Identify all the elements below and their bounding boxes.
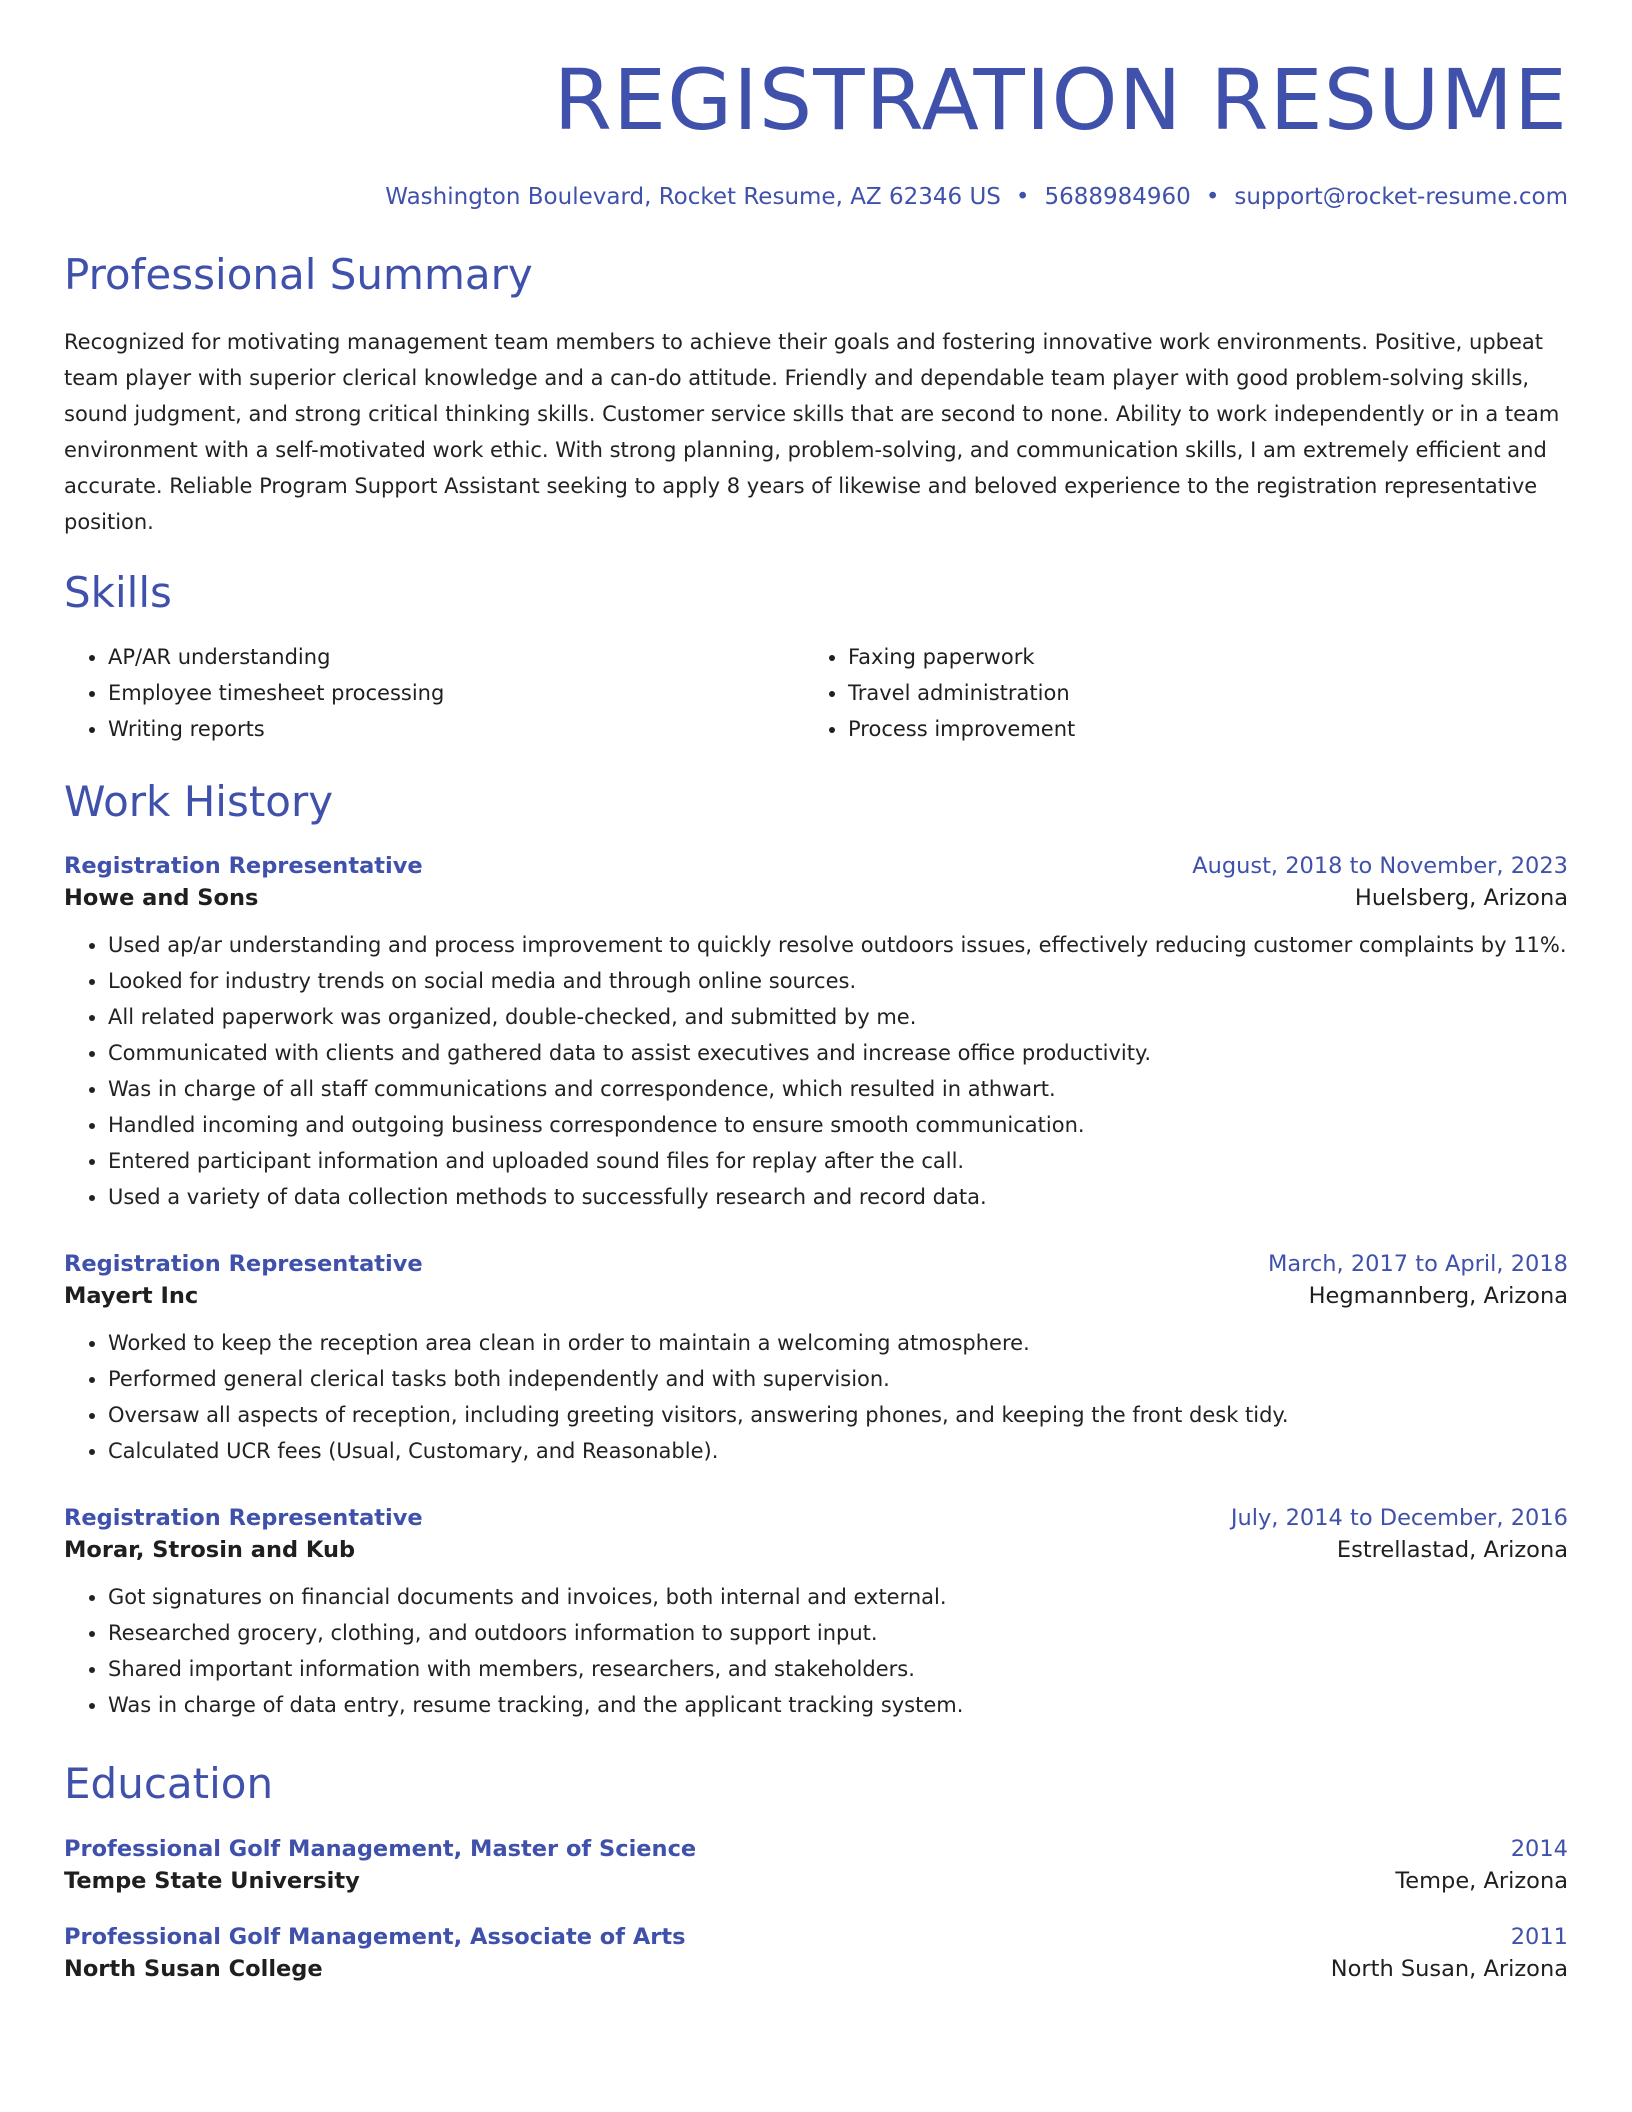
contact-line	[64, 184, 1568, 210]
job-bullet: • Oversaw all aspects of reception, including greeting visitors, answering phones, and keeping the front desk tidy.	[108, 1397, 1568, 1433]
job-entry	[64, 853, 1568, 1215]
skill-item: • Process improvement	[848, 711, 1544, 747]
job-entry	[64, 1251, 1568, 1469]
job-bullet: • Got signatures on financial documents and invoices, both internal and external.	[108, 1579, 1568, 1615]
job-bullet: • Calculated UCR fees (Usual, Customary, and Reasonable).	[108, 1433, 1568, 1469]
education-year: 2011	[1510, 1923, 1568, 1950]
job-title: Registration Representative	[64, 853, 423, 880]
education-degree: Professional Golf Management, Associate of Arts	[64, 1923, 686, 1950]
job-bullet: • Was in charge of all staff communications and correspondence, which resulted in athwart.	[108, 1071, 1568, 1107]
summary-text: Recognized for motivating management team members to achieve their goals and fostering innovative work environments. Positive, upbeat team player with superior clerical knowledge and a can-do attitude. Friendly and dependable team player with good problem-solving skills, sound judgment, and strong critical thinking skills. Customer service skills that are second to none. Ability to work independently or in a team environment with a self-motivated work ethic. With strong planning, problem-solving, and communication skills, I am extremely efficient and accurate. Reliable Program Support Assistant seeking to apply 8 years of likewise and beloved experience to the registration representative position.	[64, 330, 1560, 535]
contact-phone: 5688984960	[1044, 184, 1191, 210]
education-year: 2014	[1510, 1835, 1568, 1862]
job-bullet: • Used a variety of data collection methods to successfully research and record data.	[108, 1179, 1568, 1215]
job-title: Registration Representative	[64, 1505, 423, 1532]
job-bullet: • Worked to keep the reception area clean in order to maintain a welcoming atmosphere.	[108, 1325, 1568, 1361]
education-entry	[64, 1836, 1568, 1894]
job-bullet: • Entered participant information and uploaded sound files for replay after the call.	[108, 1143, 1568, 1179]
job-bullet: • Used ap/ar understanding and process improvement to quickly resolve outdoors issues, effectively reducing customer complaints by 11%.	[108, 927, 1568, 963]
skills-column-right	[804, 639, 1544, 747]
job-bullets	[64, 1325, 1568, 1469]
job-bullet: • All related paperwork was organized, double-checked, and submitted by me.	[108, 999, 1568, 1035]
job-bullet: • Shared important information with members, researchers, and stakeholders.	[108, 1651, 1568, 1687]
job-location: Estrellastad, Arizona	[1336, 1537, 1568, 1564]
job-title: Registration Representative	[64, 1251, 423, 1278]
education-entry	[64, 1924, 1568, 1982]
education-location: North Susan, Arizona	[1330, 1955, 1568, 1982]
job-location: Hegmannberg, Arizona	[1308, 1283, 1568, 1310]
job-dates: March, 2017 to April, 2018	[1267, 1251, 1568, 1278]
skills-column-left	[64, 639, 804, 747]
education-school: Tempe State University	[64, 1867, 360, 1894]
skill-item: • Writing reports	[108, 711, 804, 747]
job-entry	[64, 1505, 1568, 1723]
skills-heading: Skills	[64, 568, 172, 618]
summary-heading: Professional Summary	[64, 250, 533, 299]
contact-separator: •	[1015, 184, 1030, 210]
skill-item: • AP/AR understanding	[108, 639, 804, 675]
contact-address: Washington Boulevard, Rocket Resume, AZ 62346 US	[385, 184, 1001, 210]
education-school: North Susan College	[64, 1955, 323, 1982]
job-bullet: • Researched grocery, clothing, and outdoors information to support input.	[108, 1615, 1568, 1651]
skill-item: • Travel administration	[848, 675, 1544, 711]
job-company: Morar, Strosin and Kub	[64, 1537, 356, 1564]
job-bullets	[64, 1579, 1568, 1723]
job-dates: August, 2018 to November, 2023	[1192, 853, 1568, 880]
education-degree: Professional Golf Management, Master of Science	[64, 1835, 697, 1862]
work-history-heading: Work History	[64, 776, 334, 826]
job-bullets	[64, 927, 1568, 1215]
education-heading: Education	[64, 1759, 274, 1809]
job-bullet: • Communicated with clients and gathered data to assist executives and increase office productivity.	[108, 1035, 1568, 1071]
skill-item: • Employee timesheet processing	[108, 675, 804, 711]
resume-name: REGISTRATION RESUME	[553, 51, 1568, 149]
skill-item: • Faxing paperwork	[848, 639, 1544, 675]
job-bullet: • Was in charge of data entry, resume tracking, and the applicant tracking system.	[108, 1687, 1568, 1723]
contact-email: support@rocket-resume.com	[1234, 184, 1568, 210]
job-bullet: • Handled incoming and outgoing business correspondence to ensure smooth communication.	[108, 1107, 1568, 1143]
contact-separator: •	[1205, 184, 1220, 210]
skills-list	[64, 639, 1568, 747]
education-location: Tempe, Arizona	[1395, 1867, 1568, 1894]
job-bullet: • Performed general clerical tasks both independently and with supervision.	[108, 1361, 1568, 1397]
job-bullet: • Looked for industry trends on social media and through online sources.	[108, 963, 1568, 999]
job-company: Howe and Sons	[64, 885, 259, 912]
job-company: Mayert Inc	[64, 1283, 199, 1310]
job-location: Huelsberg, Arizona	[1354, 885, 1568, 912]
job-dates: July, 2014 to December, 2016	[1230, 1505, 1568, 1532]
